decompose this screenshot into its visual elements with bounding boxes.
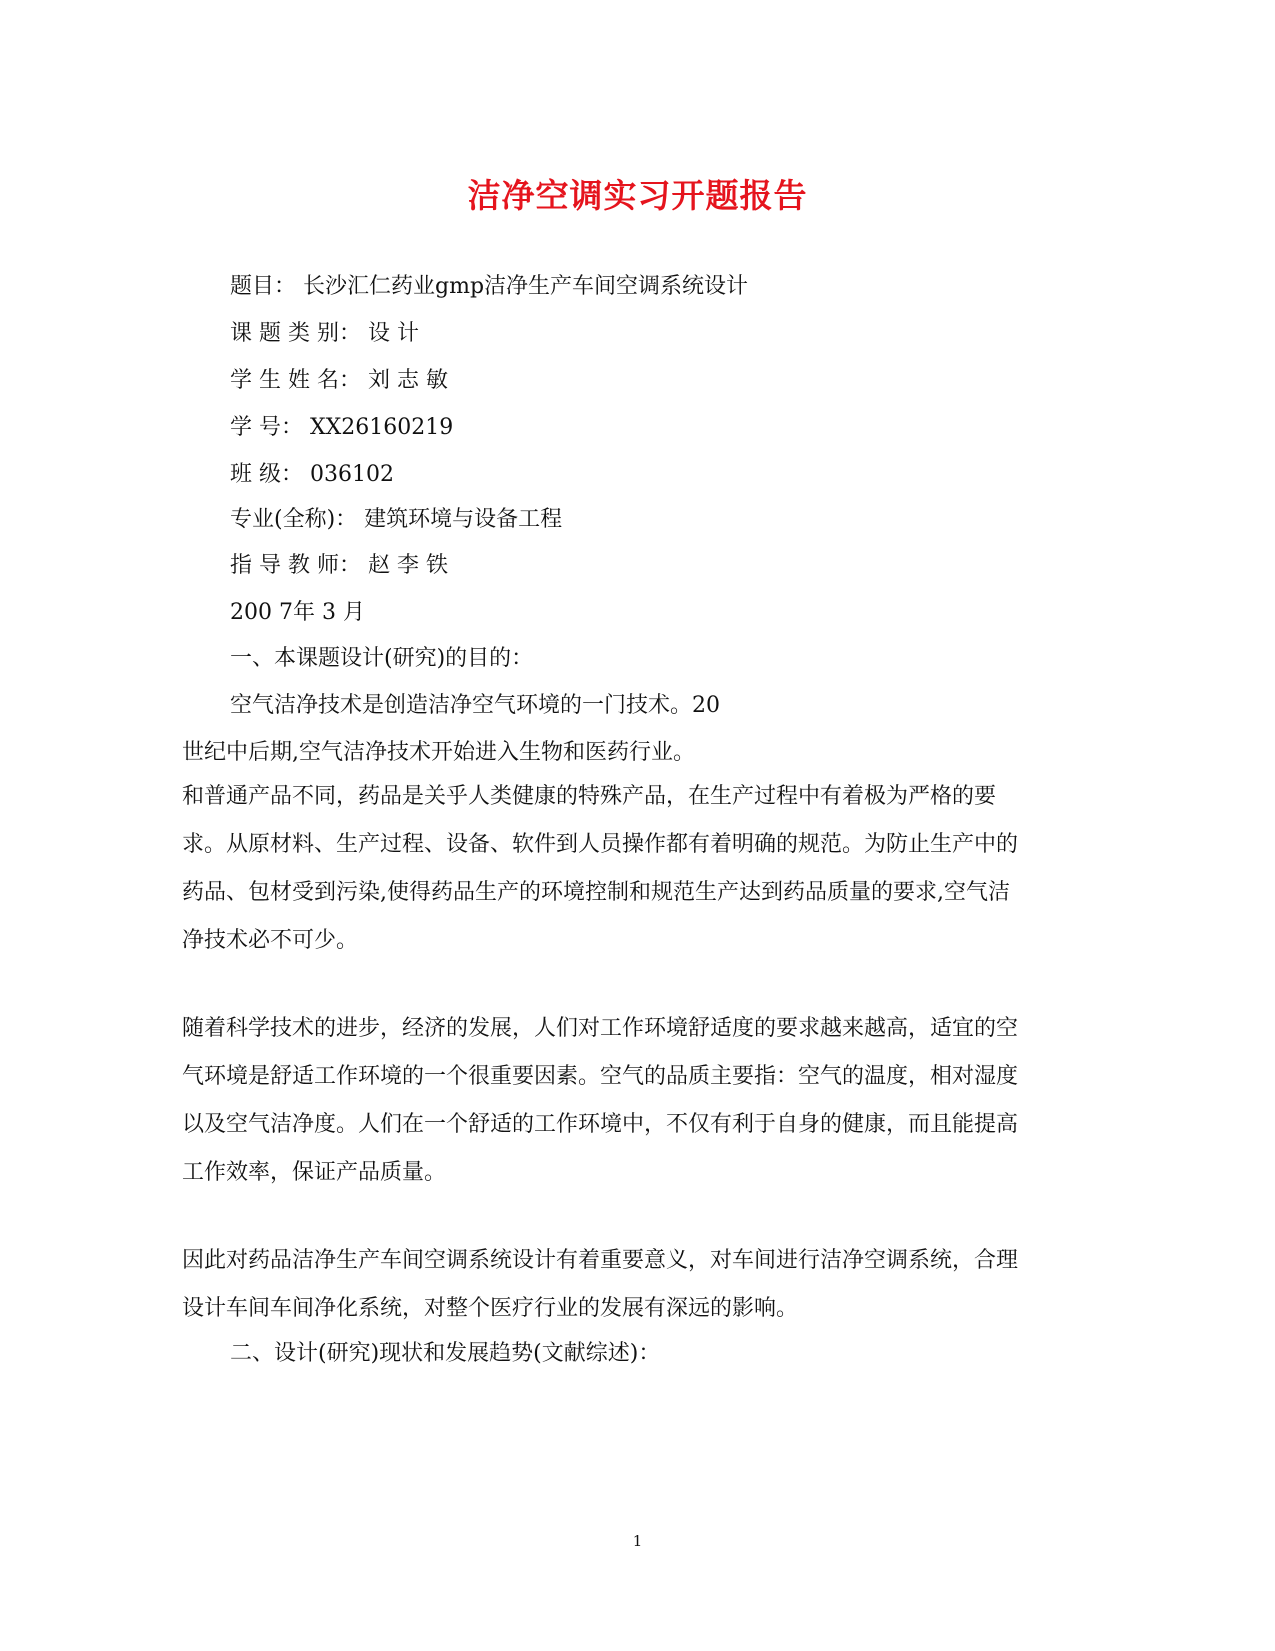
page-number: 1 xyxy=(632,1532,643,1550)
paragraph-2-text: 和普通产品不同，药品是关乎人类健康的特殊产品，在生产过程中有着极为严格的要求。从原材料、生产过程、设备、软件到人员操作都有着明确的规范。为防止生产中的药品、包材受到污染,使得药品生产的环境控制和规范生产达到药品质量的要求,空气洁净技术必不可少。 xyxy=(182,784,1019,953)
paragraph-1-first-line: 空气洁净技术是创造洁净空气环境的一门技术。20 xyxy=(230,693,720,718)
paragraph-1-second-line: 世纪中后期,空气洁净技术开始进入生物和医药行业。 xyxy=(182,740,695,765)
document-title: 洁净空调实习开题报告 xyxy=(467,176,808,215)
paragraph-4-text: 因此对药品洁净生产车间空调系统设计有着重要意义，对车间进行洁净空调系统，合理设计车间车间净化系统，对整个医疗行业的发展有深远的影响。 xyxy=(182,1248,1019,1321)
meta-advisor: 指 导 教 师： 赵 李 铁 xyxy=(230,553,448,578)
meta-topic: 题目： 长沙汇仁药业gmp洁净生产车间空调系统设计 xyxy=(230,274,749,299)
meta-class: 班 级： 036102 xyxy=(230,462,394,487)
meta-student-id: 学 号： XX26160219 xyxy=(230,415,454,440)
paragraph-2 xyxy=(182,773,1030,965)
meta-student-name: 学 生 姓 名： 刘 志 敏 xyxy=(230,368,448,393)
section-heading-purpose: 一、本课题设计(研究)的目的： xyxy=(230,646,534,671)
section-heading-literature-review: 二、设计(研究)现状和发展趋势(文献综述)： xyxy=(230,1341,661,1366)
paragraph-3-text: 随着科学技术的进步，经济的发展，人们对工作环境舒适度的要求越来越高，适宜的空气环境是舒适工作环境的一个很重要因素。空气的品质主要指：空气的温度，相对湿度以及空气洁净度。人们在一个舒适的工作环境中，不仅有利于自身的健康，而且能提高工作效率，保证产品质量。 xyxy=(182,1016,1019,1185)
meta-category: 课 题 类 别： 设 计 xyxy=(230,321,419,346)
paragraph-4 xyxy=(182,1237,1030,1333)
meta-major: 专业(全称)： 建筑环境与设备工程 xyxy=(230,507,563,532)
meta-date: 200 7年 3 月 xyxy=(230,600,365,625)
paragraph-3 xyxy=(182,1005,1030,1197)
